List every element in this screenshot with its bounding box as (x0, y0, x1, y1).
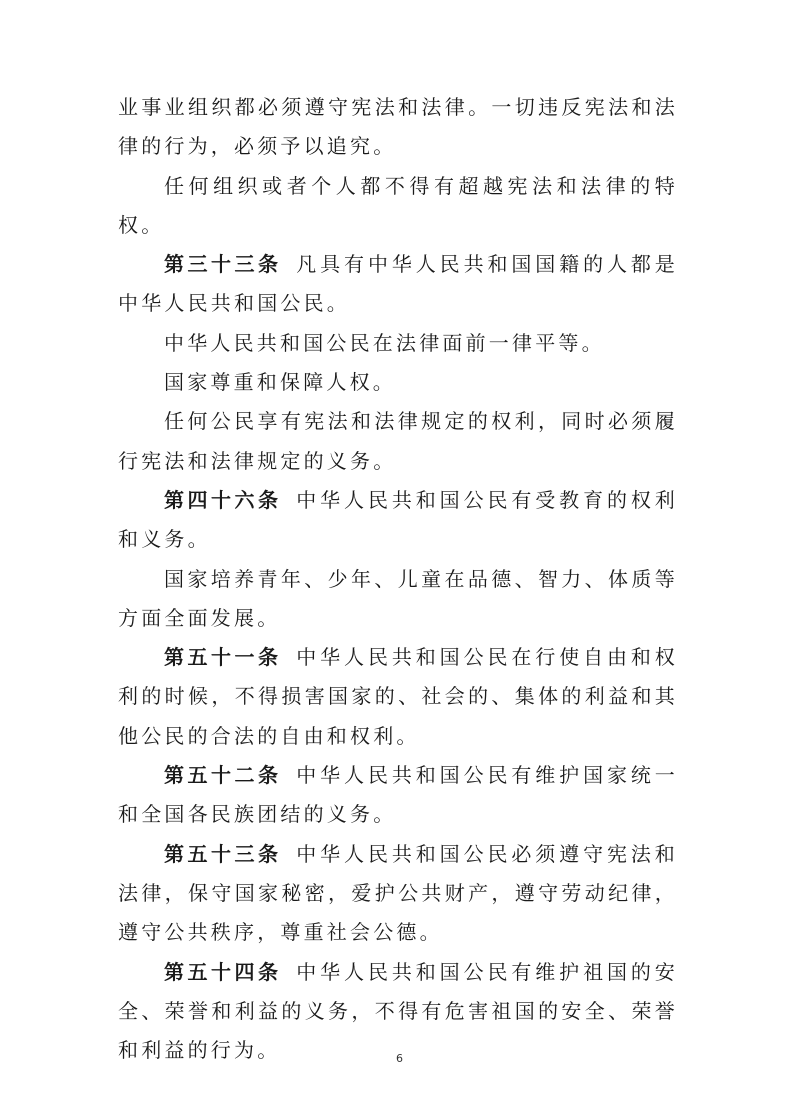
article-paragraph (118, 638, 678, 756)
paragraph-text: 中华人民共和国公民必须遵守宪法和法律，保守国家秘密，爱护公共财产，遵守劳动纪律，遵守公共秩序，尊重社会公德。 (118, 841, 679, 945)
paragraph-text: 国家培养青年、少年、儿童在品德、智力、体质等方面全面发展。 (118, 566, 678, 630)
document-body (118, 88, 678, 1070)
paragraph-text: 业事业组织都必须遵守宪法和法律。一切违反宪法和法律的行为，必须予以追究。 (118, 95, 678, 159)
article-number: 第三十三条 (164, 252, 282, 277)
paragraph (118, 402, 678, 481)
article-number: 第五十三条 (164, 841, 282, 866)
paragraph (118, 560, 678, 639)
page-number: 6 (396, 1052, 403, 1065)
article-number: 第五十四条 (164, 959, 282, 984)
article-number: 第四十六条 (164, 487, 282, 512)
article-paragraph (118, 835, 678, 953)
paragraph (118, 324, 678, 363)
paragraph-text: 中华人民共和国公民有受教育的权利和义务。 (118, 487, 679, 552)
paragraph-text: 任何公民享有宪法和法律规定的权利，同时必须履行宪法和法律规定的义务。 (118, 409, 678, 473)
paragraph-text: 凡具有中华人民共和国国籍的人都是中华人民共和国公民。 (118, 252, 679, 316)
article-paragraph (118, 245, 678, 324)
article-paragraph (118, 756, 678, 835)
article-number: 第五十二条 (164, 763, 282, 788)
paragraph-text: 中华人民共和国公民有维护祖国的安全、荣誉和利益的义务，不得有危害祖国的安全、荣誉和利益的行为。 (118, 959, 679, 1063)
article-paragraph (118, 481, 678, 560)
paragraph-text: 任何组织或者个人都不得有超越宪法和法律的特权。 (118, 173, 678, 237)
paragraph-text: 中华人民共和国公民在行使自由和权利的时候，不得损害国家的、社会的、集体的利益和其他公民的合法的自由和权利。 (118, 645, 679, 748)
article-number: 第五十一条 (164, 645, 282, 670)
paragraph-text: 中华人民共和国公民有维护国家统一和全国各民族团结的义务。 (118, 763, 679, 827)
paragraph (118, 363, 678, 402)
paragraph-text: 中华人民共和国公民在法律面前一律平等。 (164, 330, 605, 355)
paragraph (118, 167, 678, 246)
paragraph (118, 88, 678, 167)
paragraph-text: 国家尊重和保障人权。 (164, 370, 396, 395)
